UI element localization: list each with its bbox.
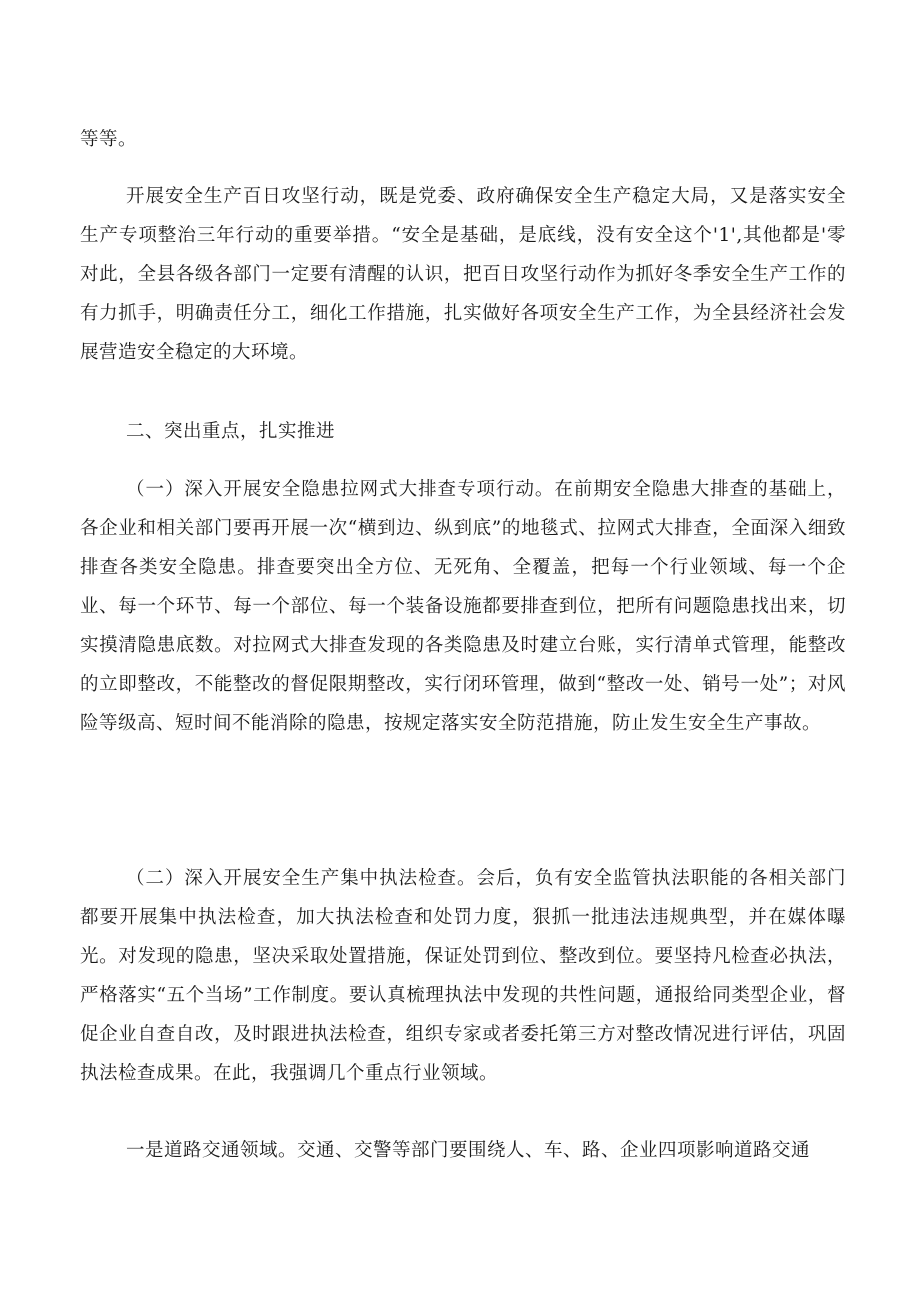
paragraph-hundred-day-action: 开展安全生产百日攻坚行动，既是党委、政府确保安全生产稳定大局，又是落实安全生产专项整治三年行动的重要举措。“安全是基础，是底线，没有安全这个'1',其他都是'零对此，全县各级各部门一定要有清醒的认识，把百日攻坚行动作为抓好冬季安全生产工作的有力抓手，明确责任分工，细化工作措施，扎实做好各项安全生产工作，为全县经济社会发展营造安全稳定的大环境。	[80, 186, 846, 363]
section-heading-2: 二、突出重点，扎实推进	[126, 421, 336, 442]
paragraph-continuation: 等等。	[80, 129, 138, 150]
paragraph-road-traffic: 一是道路交通领域。交通、交警等部门要围绕人、车、路、企业四项影响道路交通	[126, 1140, 811, 1161]
paragraph-hazard-inspection: （一）深入开展安全隐患拉网式大排查专项行动。在前期安全隐患大排查的基础上，各企业和相关部门要再开展一次“横到边、纵到底”的地毯式、拉网式大排查，全面深入细致排查各类安全隐患。排查要突出全方位、无死角、全覆盖，把每一个行业领域、每一个企业、每一个环节、每一个部位、每一个装备设施都要排查到位，把所有问题隐患找出来，切实摸清隐患底数。对拉网式大排查发现的各类隐患及时建立台账，实行清单式管理，能整改的立即整改，不能整改的督促限期整改，实行闭环管理，做到“整改一处、销号一处”；对风险等级高、短时间不能消除的隐患，按规定落实安全防范措施，防止发生安全生产事故。	[80, 479, 846, 734]
paragraph-law-enforcement: （二）深入开展安全生产集中执法检查。会后，负有安全监管执法职能的各相关部门都要开展集中执法检查，加大执法检查和处罚力度，狠抓一批违法违规典型，并在媒体曝光。对发现的隐患，坚决采取处置措施，保证处罚到位、整改到位。要坚持凡检查必执法，严格落实“五个当场”工作制度。要认真梳理执法中发现的共性问题，通报给同类型企业，督促企业自查自改，及时跟进执法检查，组织专家或者委托第三方对整改情况进行评估，巩固执法检查成果。在此，我强调几个重点行业领域。	[80, 868, 846, 1084]
